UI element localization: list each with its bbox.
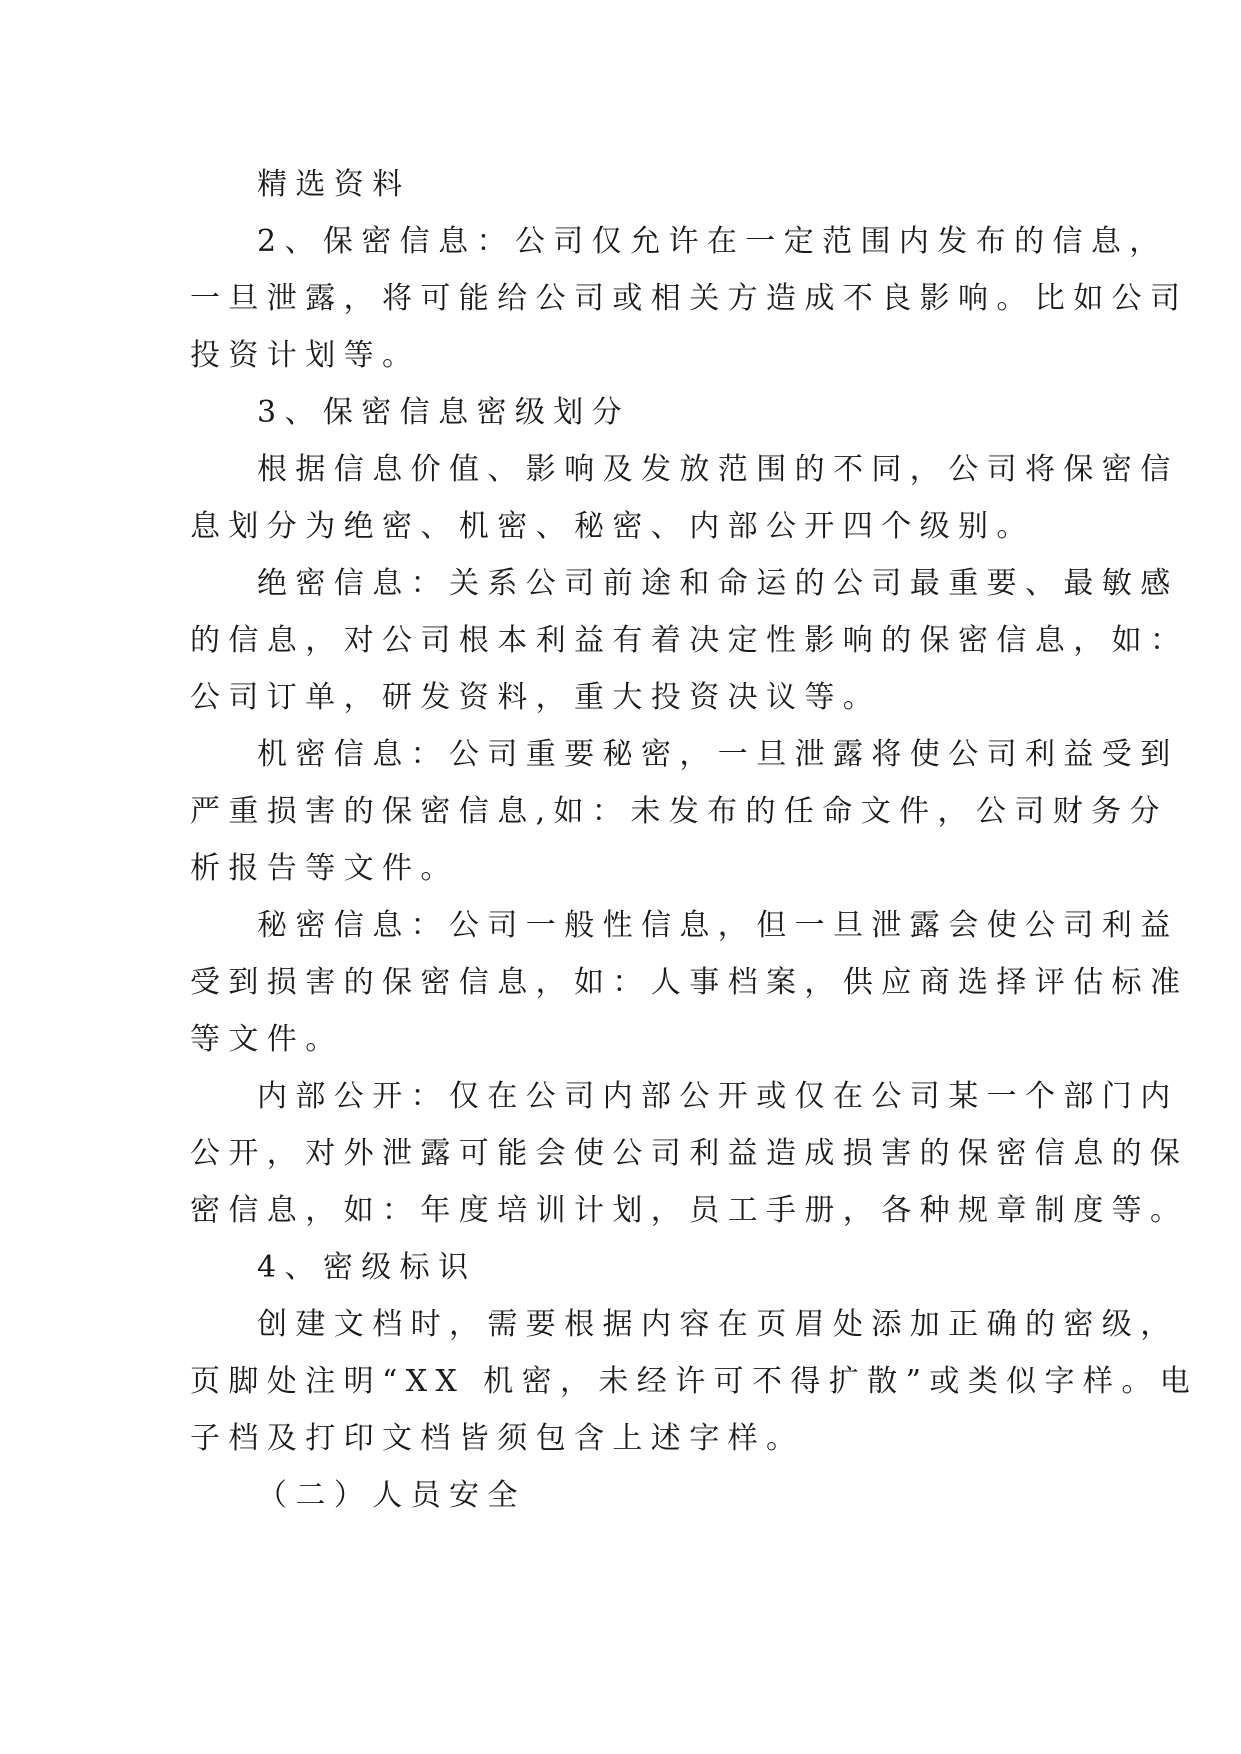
paragraph-line: 的信息，对公司根本利益有着决定性影响的保密信息，如：	[190, 623, 1189, 658]
paragraph-line: 投资计划等。	[190, 338, 421, 373]
paragraph-line: 一旦泄露，将可能给公司或相关方造成不良影响。比如公司	[190, 281, 1189, 316]
section-heading: 3、保密信息密级划分	[257, 395, 631, 430]
paragraph-line: 页脚处注明“XX 机密，未经许可不得扩散”或类似字样。电	[190, 1364, 1199, 1399]
paragraph-line: 内部公开：仅在公司内部公开或仅在公司某一个部门内	[257, 1079, 1179, 1114]
section-heading: （二）人员安全	[257, 1478, 526, 1513]
paragraph-line: 创建文档时，需要根据内容在页眉处添加正确的密级，	[257, 1307, 1179, 1342]
paragraph-line: 机密信息：公司重要秘密，一旦泄露将使公司利益受到	[257, 737, 1179, 772]
paragraph-line: 公开，对外泄露可能会使公司利益造成损害的保密信息的保	[190, 1136, 1189, 1171]
paragraph-line: 析报告等文件。	[190, 851, 459, 886]
paragraph-line: 等文件。	[190, 1022, 344, 1057]
paragraph-line: 秘密信息：公司一般性信息，但一旦泄露会使公司利益	[257, 908, 1179, 943]
paragraph-line: 严重损害的保密信息,如：未发布的任命文件，公司财务分	[190, 794, 1168, 829]
paragraph-line: 公司订单，研发资料，重大投资决议等。	[190, 680, 882, 715]
paragraph-line: 受到损害的保密信息，如：人事档案，供应商选择评估标准	[190, 965, 1189, 1000]
section-heading: 4、密级标识	[257, 1250, 477, 1285]
paragraph-line: 密信息，如：年度培训计划，员工手册，各种规章制度等。	[190, 1193, 1189, 1228]
paragraph-line: 根据信息价值、影响及发放范围的不同，公司将保密信	[257, 452, 1179, 487]
paragraph-line: 绝密信息：关系公司前途和命运的公司最重要、最敏感	[257, 566, 1179, 601]
header-label: 精选资料	[257, 167, 411, 202]
paragraph-line: 息划分为绝密、机密、秘密、内部公开四个级别。	[190, 509, 1035, 544]
paragraph-line: 子档及打印文档皆须包含上述字样。	[190, 1421, 805, 1456]
paragraph-line: 2、保密信息：公司仅允许在一定范围内发布的信息，	[257, 224, 1168, 259]
